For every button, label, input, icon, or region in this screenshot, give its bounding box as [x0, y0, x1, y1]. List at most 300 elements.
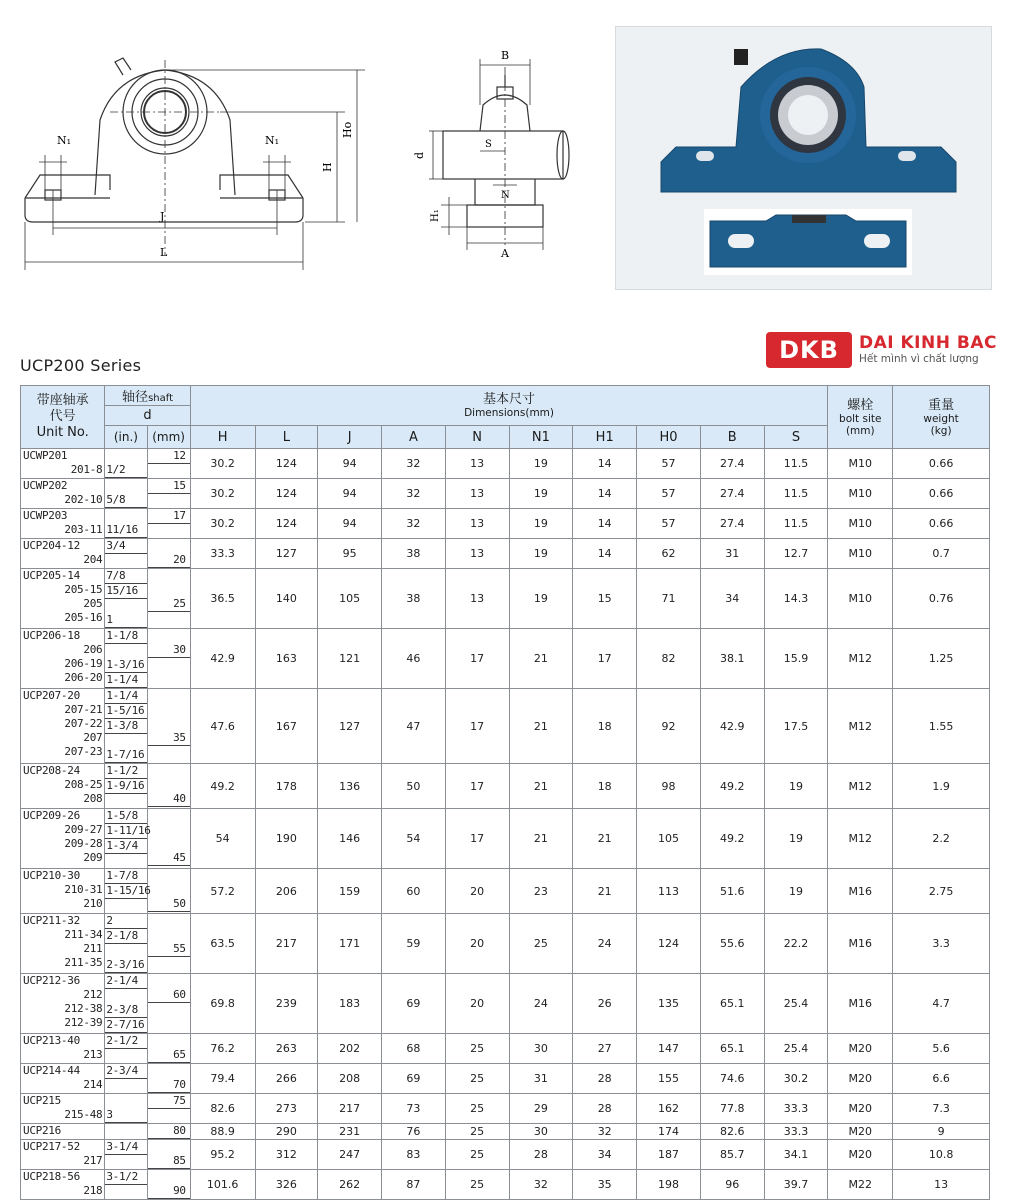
- dim-j: 217: [318, 1094, 382, 1124]
- shaft-mm: [148, 1140, 190, 1154]
- dim-s: 33.3: [764, 1094, 828, 1124]
- shaft-inch: 7/8: [105, 569, 146, 584]
- shaft-inch: 1-3/8: [105, 719, 146, 734]
- header-col-a: A: [382, 426, 446, 449]
- table-row: [21, 479, 990, 509]
- shaft-mm-cell: [147, 479, 190, 509]
- dim-n1: 21: [509, 629, 573, 689]
- unit-no: UCP204-12: [23, 539, 80, 552]
- header-mm: (mm): [147, 426, 190, 449]
- shaft-mm: [148, 778, 190, 792]
- dim-j: 159: [318, 869, 382, 914]
- shaft-inch: [105, 1049, 146, 1063]
- label-l: L: [160, 246, 168, 259]
- shaft-inch: 1-1/2: [105, 764, 146, 779]
- unit-no-cell: [21, 449, 105, 479]
- weight-value: 1.25: [893, 629, 990, 689]
- shaft-inch-cell: [105, 479, 147, 509]
- shaft-mm-cell: [147, 1094, 190, 1124]
- shaft-mm: 80: [148, 1124, 190, 1139]
- dim-l: 290: [255, 1124, 318, 1140]
- unit-no: 209-28: [64, 837, 103, 850]
- dim-l: 273: [255, 1094, 318, 1124]
- table-row: [21, 539, 990, 569]
- unit-no-cell: [21, 869, 105, 914]
- shaft-inch: [105, 644, 146, 658]
- unit-no: 208-25: [64, 778, 103, 791]
- dim-n1: 30: [509, 1034, 573, 1064]
- header-col-b: B: [700, 426, 764, 449]
- shaft-mm: 40: [148, 792, 190, 807]
- unit-no: UCP205-14: [23, 569, 80, 582]
- dim-j: 105: [318, 569, 382, 629]
- shaft-mm: [148, 524, 190, 538]
- shaft-mm-cell: [147, 539, 190, 569]
- shaft-mm: 90: [148, 1184, 190, 1199]
- dim-h1: 32: [573, 1124, 637, 1140]
- header-dims-en: Dimensions(mm): [464, 407, 555, 419]
- table-row: [21, 1140, 990, 1170]
- dim-h1: 21: [573, 869, 637, 914]
- table-row: [21, 1034, 990, 1064]
- unit-no: UCP206-18: [23, 629, 80, 642]
- table-row: [21, 509, 990, 539]
- dim-j: 94: [318, 479, 382, 509]
- dim-s: 30.2: [764, 1064, 828, 1094]
- dim-n1: 21: [509, 689, 573, 764]
- bolt-size: M12: [828, 764, 893, 809]
- label-s: S: [485, 139, 492, 150]
- unit-no: 214: [83, 1078, 103, 1091]
- shaft-inch-cell: [105, 1034, 147, 1064]
- shaft-inch-cell: [105, 914, 147, 974]
- dim-l: 124: [255, 479, 318, 509]
- shaft-inch: [105, 479, 146, 493]
- shaft-inch: [105, 509, 146, 523]
- dim-j: 94: [318, 509, 382, 539]
- shaft-inch: [105, 449, 146, 463]
- shaft-inch-cell: [105, 689, 147, 764]
- unit-no: UCP212-36: [23, 974, 80, 987]
- dim-n: 17: [445, 689, 509, 764]
- shaft-mm: [148, 539, 190, 553]
- table-row: [21, 914, 990, 974]
- spec-table: [20, 385, 990, 1200]
- bolt-size: M10: [828, 539, 893, 569]
- dim-s: 11.5: [764, 479, 828, 509]
- dim-h: 57.2: [190, 869, 255, 914]
- table-row: [21, 869, 990, 914]
- shaft-inch: 1-3/16: [105, 658, 146, 673]
- shaft-inch-cell: [105, 449, 147, 479]
- dim-l: 124: [255, 509, 318, 539]
- shaft-mm: [148, 494, 190, 508]
- dim-j: 262: [318, 1170, 382, 1200]
- shaft-inch: [105, 1094, 146, 1108]
- dim-a: 32: [382, 479, 446, 509]
- unit-no: UCP216: [23, 1124, 61, 1137]
- dim-h0: 174: [637, 1124, 701, 1140]
- bolt-size: M16: [828, 914, 893, 974]
- shaft-mm: [148, 928, 190, 942]
- unit-no: UCP218-56: [23, 1170, 80, 1183]
- shaft-inch: 1-1/8: [105, 629, 146, 644]
- dim-s: 39.7: [764, 1170, 828, 1200]
- shaft-inch: [105, 1185, 146, 1199]
- dim-l: 326: [255, 1170, 318, 1200]
- header-col-l: L: [255, 426, 318, 449]
- shaft-mm-cell: [147, 1124, 190, 1140]
- shaft-mm: 75: [148, 1094, 190, 1109]
- dim-a: 73: [382, 1094, 446, 1124]
- weight-value: 3.3: [893, 914, 990, 974]
- shaft-inch: 1-7/16: [105, 748, 146, 763]
- label-h: H: [321, 162, 334, 172]
- label-b: B: [501, 49, 510, 62]
- shaft-mm: [148, 883, 190, 897]
- dim-n: 20: [445, 869, 509, 914]
- shaft-mm-cell: [147, 509, 190, 539]
- shaft-inch-cell: [105, 629, 147, 689]
- dim-h1: 26: [573, 974, 637, 1034]
- unit-no-cell: [21, 479, 105, 509]
- weight-value: 2.75: [893, 869, 990, 914]
- unit-no: 207-23: [64, 745, 103, 758]
- dim-h1: 18: [573, 689, 637, 764]
- dim-b: 27.4: [700, 509, 764, 539]
- shaft-mm: [148, 1003, 190, 1017]
- table-row: [21, 449, 990, 479]
- unit-no: 207-21: [64, 703, 103, 716]
- shaft-mm: [148, 957, 190, 971]
- header-shaft: [105, 386, 190, 406]
- shaft-mm: [148, 1064, 190, 1078]
- dim-a: 46: [382, 629, 446, 689]
- dim-n: 13: [445, 569, 509, 629]
- unit-no: 218: [83, 1184, 103, 1197]
- dim-j: 231: [318, 1124, 382, 1140]
- header-col-h: H: [190, 426, 255, 449]
- dim-s: 11.5: [764, 509, 828, 539]
- unit-no-cell: [21, 974, 105, 1034]
- weight-value: 0.7: [893, 539, 990, 569]
- header-unit-no: [21, 386, 105, 449]
- weight-value: 1.55: [893, 689, 990, 764]
- shaft-inch: [105, 899, 146, 913]
- label-h1: H₁: [430, 209, 441, 222]
- unit-no-cell: [21, 569, 105, 629]
- dim-s: 15.9: [764, 629, 828, 689]
- dim-s: 19: [764, 869, 828, 914]
- dim-h1: 21: [573, 809, 637, 869]
- shaft-inch: 2-7/16: [105, 1018, 146, 1033]
- side-view-drawing: [405, 45, 580, 260]
- bolt-size: M12: [828, 809, 893, 869]
- dim-n: 25: [445, 1094, 509, 1124]
- dim-h: 88.9: [190, 1124, 255, 1140]
- header-dimensions: [190, 386, 828, 426]
- shaft-inch: 1-1/4: [105, 689, 146, 704]
- unit-no: UCP214-44: [23, 1064, 80, 1077]
- dim-h0: 57: [637, 509, 701, 539]
- dim-n: 17: [445, 764, 509, 809]
- dim-h1: 28: [573, 1064, 637, 1094]
- header-weight-cn: 重量: [928, 397, 955, 413]
- dim-h1: 27: [573, 1034, 637, 1064]
- dim-h0: 124: [637, 914, 701, 974]
- table-body: [21, 449, 990, 1200]
- dim-a: 38: [382, 539, 446, 569]
- dim-j: 208: [318, 1064, 382, 1094]
- table-row: [21, 1064, 990, 1094]
- dim-n1: 19: [509, 539, 573, 569]
- dim-j: 247: [318, 1140, 382, 1170]
- table-row: [21, 809, 990, 869]
- shaft-mm: [148, 1109, 190, 1123]
- dim-a: 50: [382, 764, 446, 809]
- dim-n: 25: [445, 1140, 509, 1170]
- table-header: [21, 386, 990, 449]
- dim-a: 32: [382, 449, 446, 479]
- dim-a: 59: [382, 914, 446, 974]
- unit-no: 206: [83, 643, 103, 656]
- shaft-mm-cell: [147, 689, 190, 764]
- shaft-mm-cell: [147, 974, 190, 1034]
- weight-value: 10.8: [893, 1140, 990, 1170]
- dim-b: 77.8: [700, 1094, 764, 1124]
- bolt-size: M10: [828, 449, 893, 479]
- dim-h: 42.9: [190, 629, 255, 689]
- shaft-inch-cell: [105, 1124, 147, 1140]
- unit-no: UCP213-40: [23, 1034, 80, 1047]
- shaft-mm: [148, 717, 190, 731]
- header-col-n: N: [445, 426, 509, 449]
- table-row: [21, 569, 990, 629]
- dim-s: 22.2: [764, 914, 828, 974]
- unit-no: 207: [83, 731, 103, 744]
- dim-h0: 105: [637, 809, 701, 869]
- shaft-inch-cell: [105, 809, 151, 869]
- table-row: [21, 1124, 990, 1140]
- shaft-inch: 11/16: [105, 523, 146, 538]
- header-weight-en: weight: [923, 412, 959, 425]
- shaft-inch: [105, 599, 146, 613]
- shaft-inch: 3-1/2: [105, 1170, 146, 1185]
- header-weight: [893, 386, 990, 449]
- dim-b: 65.1: [700, 974, 764, 1034]
- shaft-inch: 2-3/16: [105, 958, 146, 973]
- weight-value: 0.66: [893, 479, 990, 509]
- dim-l: 239: [255, 974, 318, 1034]
- dim-s: 25.4: [764, 1034, 828, 1064]
- unit-no-cell: [21, 1140, 105, 1170]
- dim-h: 63.5: [190, 914, 255, 974]
- dim-a: 83: [382, 1140, 446, 1170]
- dim-j: 183: [318, 974, 382, 1034]
- dim-n1: 19: [509, 509, 573, 539]
- logo-name: DAI KINH BAC: [859, 333, 997, 353]
- dim-l: 163: [255, 629, 318, 689]
- series-title: UCP200 Series: [20, 356, 142, 375]
- dim-h: 95.2: [190, 1140, 255, 1170]
- shaft-mm: 65: [148, 1048, 190, 1063]
- unit-no: UCWP201: [23, 449, 68, 462]
- dim-a: 87: [382, 1170, 446, 1200]
- dim-h: 76.2: [190, 1034, 255, 1064]
- dim-n: 17: [445, 629, 509, 689]
- unit-no: UCP209-26: [23, 809, 80, 822]
- dim-s: 19: [764, 809, 828, 869]
- company-logo: [766, 332, 997, 368]
- dim-h1: 34: [573, 1140, 637, 1170]
- unit-no: 212: [83, 988, 103, 1001]
- dim-n1: 29: [509, 1094, 573, 1124]
- unit-no-cell: [21, 914, 105, 974]
- dim-n1: 30: [509, 1124, 573, 1140]
- dim-b: 51.6: [700, 869, 764, 914]
- unit-no: 206-20: [64, 671, 103, 684]
- shaft-inch: 1/2: [105, 463, 146, 478]
- bolt-size: M10: [828, 479, 893, 509]
- dim-s: 25.4: [764, 974, 828, 1034]
- table-row: [21, 764, 990, 809]
- shaft-inch-cell: [105, 1140, 147, 1170]
- dim-l: 263: [255, 1034, 318, 1064]
- shaft-mm: [148, 869, 190, 883]
- shaft-mm: 30: [148, 643, 190, 658]
- unit-no: 201-8: [70, 463, 103, 476]
- shaft-inch: 1-3/4: [105, 839, 146, 854]
- shaft-inch: 1-1/4: [105, 673, 146, 688]
- dim-a: 47: [382, 689, 446, 764]
- bolt-size: M20: [828, 1140, 893, 1170]
- shaft-mm-cell: [147, 629, 190, 689]
- unit-no-cell: [21, 809, 105, 869]
- dim-h: 79.4: [190, 1064, 255, 1094]
- weight-value: 2.2: [893, 809, 990, 869]
- dim-l: 178: [255, 764, 318, 809]
- table-row: [21, 1170, 990, 1200]
- front-view-drawing: [15, 40, 375, 275]
- shaft-inch: 3/4: [105, 539, 146, 554]
- shaft-inch: 2-3/4: [105, 1064, 146, 1079]
- bolt-size: M12: [828, 629, 893, 689]
- header-shaft-en: shaft: [148, 393, 174, 404]
- unit-no-cell: [21, 764, 105, 809]
- dim-h1: 15: [573, 569, 637, 629]
- label-a: A: [501, 247, 509, 260]
- header-inch: (in.): [105, 426, 147, 449]
- logo-slogan: Hết mình vì chất lượng: [859, 353, 979, 365]
- shaft-mm: [148, 629, 190, 643]
- shaft-inch: 5/8: [105, 493, 146, 508]
- shaft-inch-cell: [105, 1064, 147, 1094]
- shaft-mm: [148, 1017, 190, 1031]
- header-col-h1: H1: [573, 426, 637, 449]
- unit-no: 210-31: [64, 883, 103, 896]
- label-n1-right: N₁: [265, 134, 280, 147]
- dim-h1: 28: [573, 1094, 637, 1124]
- unit-no: 209-27: [64, 823, 103, 836]
- shaft-inch-cell: [105, 539, 147, 569]
- shaft-mm: [148, 689, 190, 703]
- dim-h0: 147: [637, 1034, 701, 1064]
- dim-n1: 31: [509, 1064, 573, 1094]
- dim-a: 68: [382, 1034, 446, 1064]
- shaft-mm-cell: [147, 869, 190, 914]
- dim-s: 19: [764, 764, 828, 809]
- shaft-mm: [148, 1034, 190, 1048]
- header-unit-cn2: 代号: [49, 409, 76, 424]
- unit-no-cell: [21, 1170, 105, 1200]
- header-shaft-cn: 轴径: [122, 390, 149, 405]
- dim-l: 312: [255, 1140, 318, 1170]
- dim-h: 30.2: [190, 449, 255, 479]
- dim-n1: 21: [509, 764, 573, 809]
- unit-no: 205-15: [64, 583, 103, 596]
- dim-n1: 19: [509, 569, 573, 629]
- dim-h0: 82: [637, 629, 701, 689]
- unit-no-cell: [21, 1034, 105, 1064]
- dim-n: 20: [445, 974, 509, 1034]
- header-unit-cn1: 带座轴承: [36, 393, 89, 408]
- shaft-inch-cell: [105, 569, 147, 629]
- dim-h0: 98: [637, 764, 701, 809]
- header-col-s: S: [764, 426, 828, 449]
- unit-no: 205: [83, 597, 103, 610]
- unit-no: UCP211-32: [23, 914, 80, 927]
- unit-no: 217: [83, 1154, 103, 1167]
- dim-s: 34.1: [764, 1140, 828, 1170]
- shaft-mm-cell: [147, 809, 190, 869]
- dim-h1: 14: [573, 509, 637, 539]
- dim-j: 127: [318, 689, 382, 764]
- shaft-inch-cell: [105, 1094, 147, 1124]
- shaft-inch-cell: [105, 1170, 147, 1200]
- dim-h0: 187: [637, 1140, 701, 1170]
- unit-no: UCP210-30: [23, 869, 80, 882]
- dim-a: 69: [382, 974, 446, 1034]
- dim-h: 101.6: [190, 1170, 255, 1200]
- dim-h0: 57: [637, 449, 701, 479]
- bolt-size: M20: [828, 1094, 893, 1124]
- header-bolt-en: bolt site: [839, 412, 882, 425]
- dim-b: 49.2: [700, 764, 764, 809]
- dim-n1: 19: [509, 449, 573, 479]
- shaft-inch: 2-1/8: [105, 929, 146, 944]
- dim-l: 140: [255, 569, 318, 629]
- dim-j: 121: [318, 629, 382, 689]
- dim-n1: 24: [509, 974, 573, 1034]
- unit-no-cell: [21, 689, 105, 764]
- unit-no: 211-35: [64, 956, 103, 969]
- dim-h: 69.8: [190, 974, 255, 1034]
- unit-no-cell: [21, 1064, 105, 1094]
- shaft-mm: [148, 672, 190, 686]
- unit-no: UCWP203: [23, 509, 68, 522]
- dim-n: 17: [445, 809, 509, 869]
- unit-no-cell: [21, 1124, 105, 1140]
- dim-b: 34: [700, 569, 764, 629]
- shaft-mm-cell: [147, 764, 190, 809]
- dim-b: 42.9: [700, 689, 764, 764]
- bolt-size: M10: [828, 569, 893, 629]
- shaft-mm: [148, 464, 190, 478]
- dim-n: 25: [445, 1170, 509, 1200]
- label-h0: Ho: [341, 121, 354, 138]
- unit-no: 205-16: [64, 611, 103, 624]
- shaft-mm-cell: [147, 914, 190, 974]
